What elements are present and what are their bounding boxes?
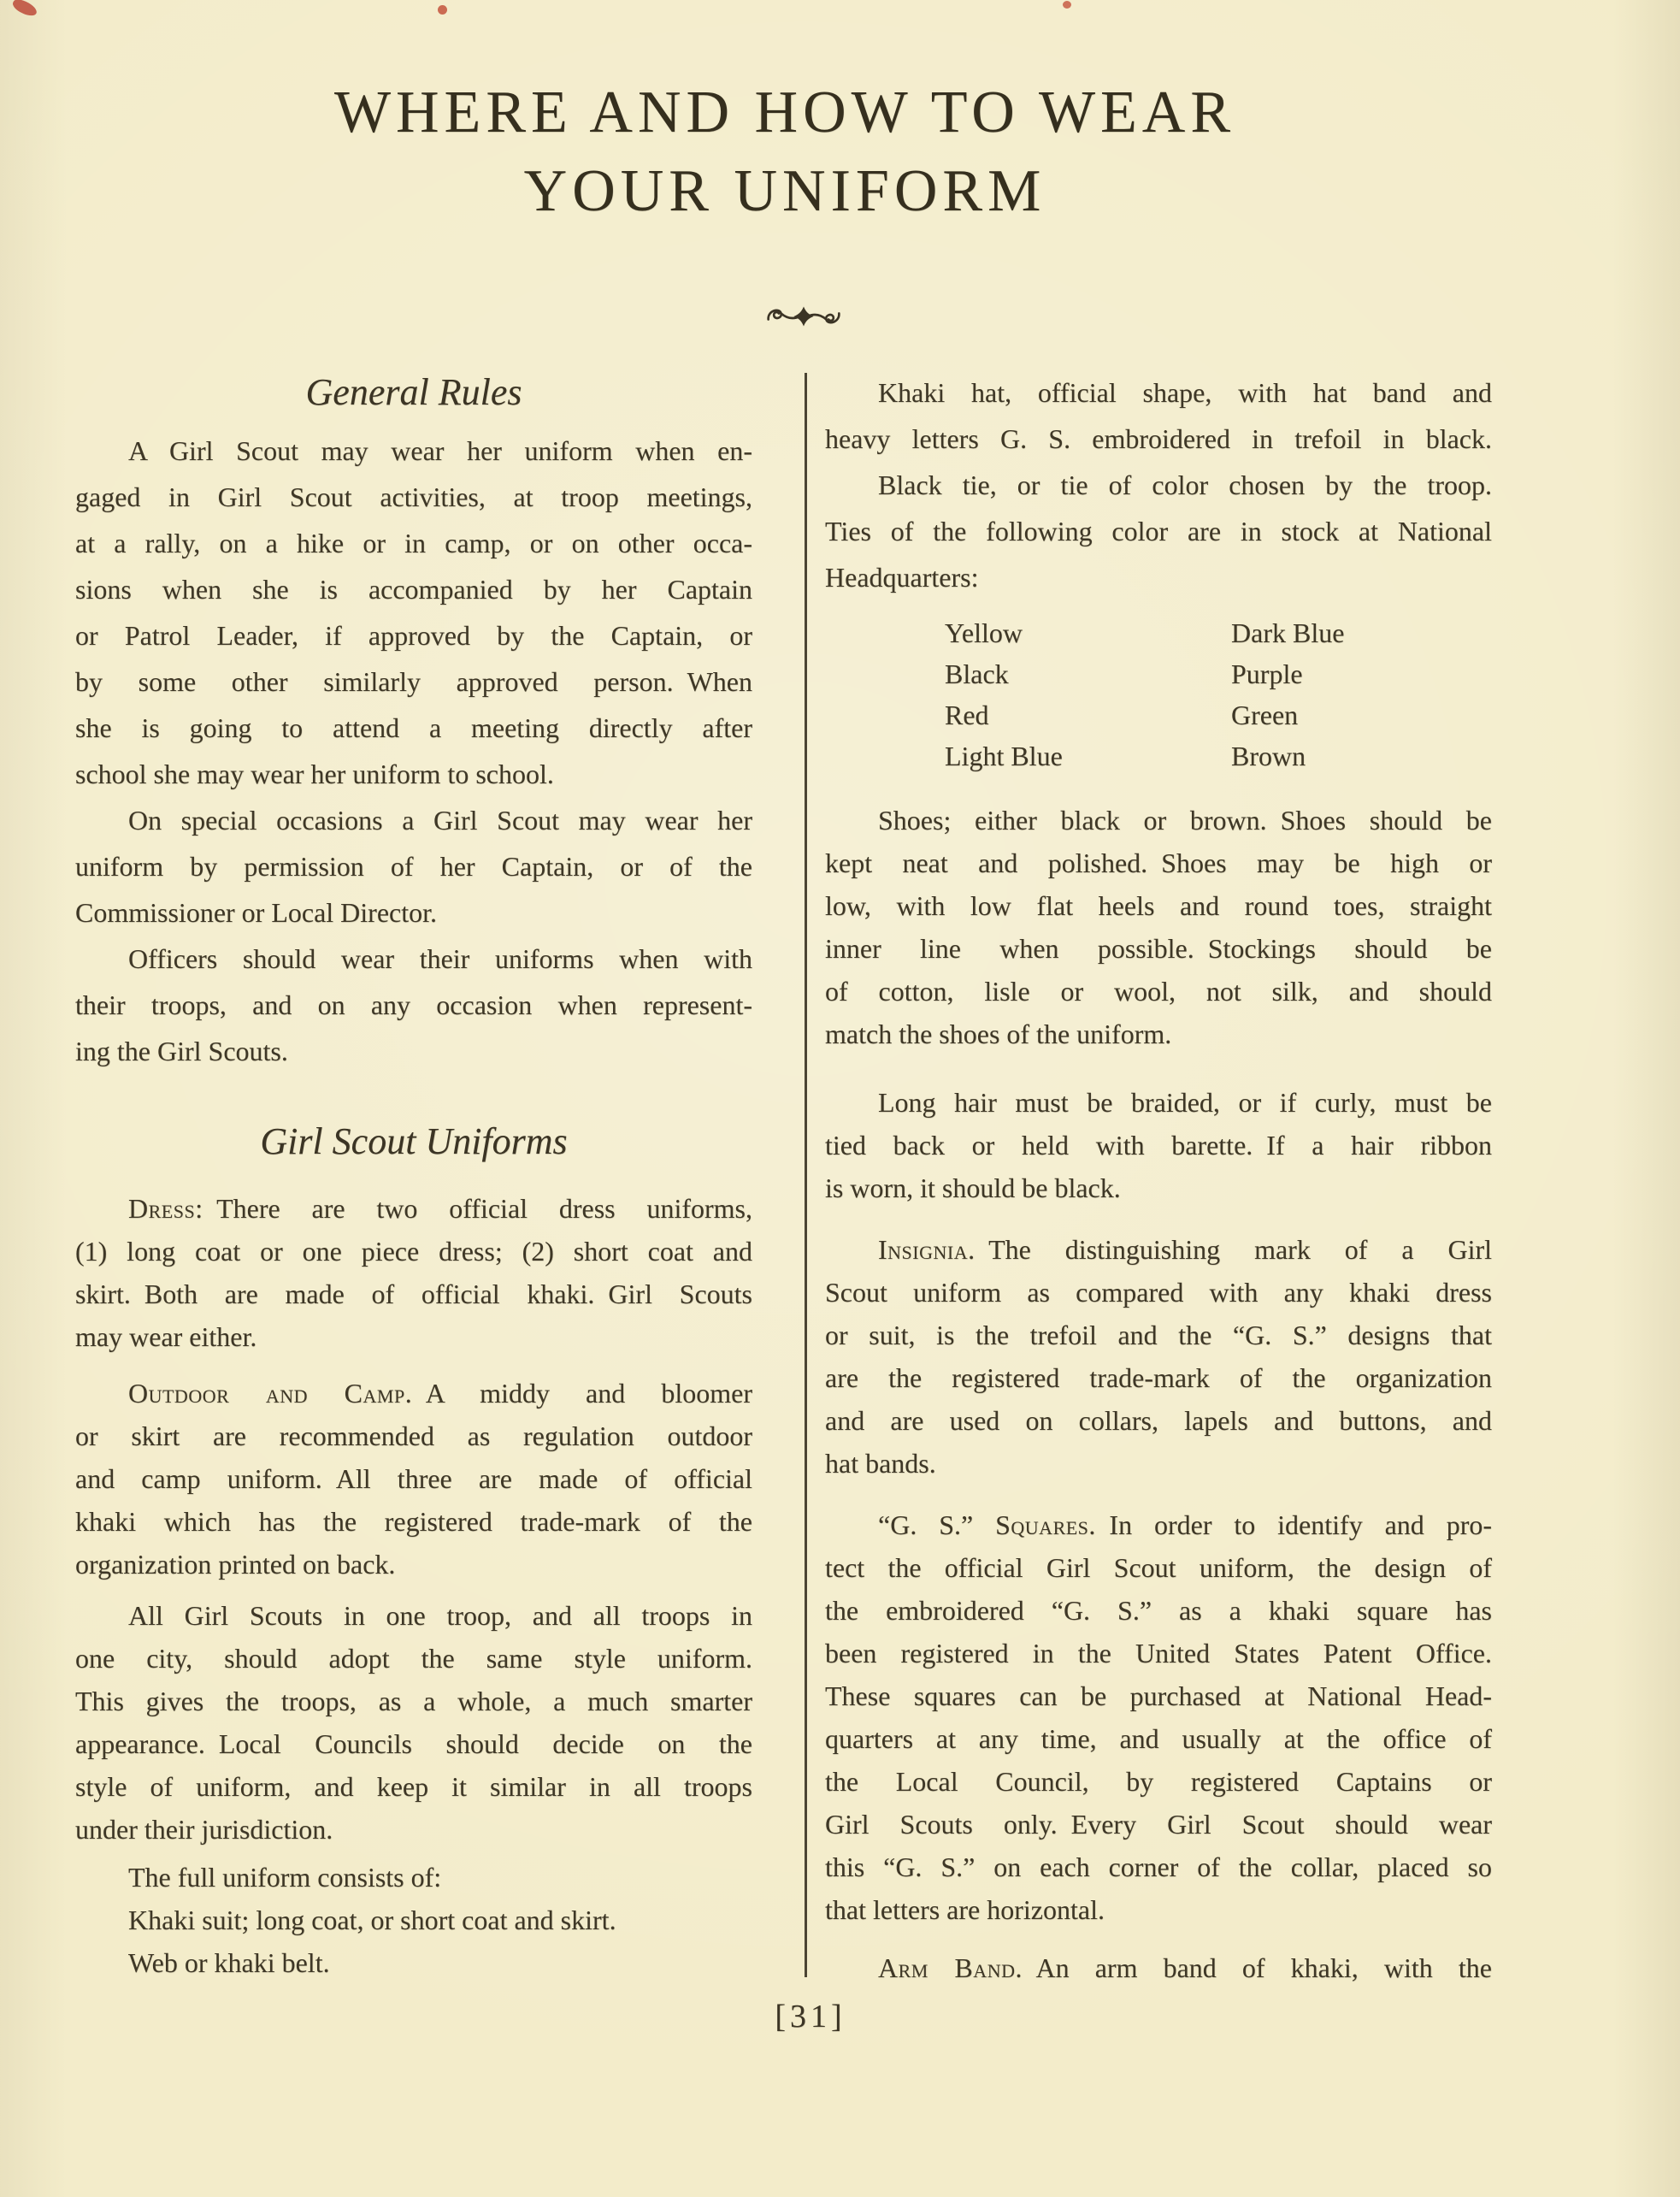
column-divider (805, 373, 807, 1977)
text-line: Commissioner or Local Director. (75, 897, 438, 928)
tie-color-row (945, 694, 1492, 735)
text-line: hat bands. (825, 1448, 936, 1479)
text-line: appearance. Local Councils should decide on the (75, 1728, 752, 1759)
text-line: Shoes; either black or brown. Shoes should be (878, 805, 1492, 836)
text-line: is worn, it should be black. (825, 1172, 1121, 1203)
section-heading: General Rules (305, 371, 522, 413)
scan-artifact (10, 0, 38, 18)
tie-color-row (945, 612, 1492, 653)
text-line: Scout uniform as compared with any khaki dress (825, 1277, 1492, 1308)
text-line: tect the official Girl Scout uniform, the design of (825, 1552, 1492, 1583)
paragraph (75, 428, 752, 797)
text-line: Officers should wear their uniforms when with (128, 943, 752, 974)
text-line: style of uniform, and keep it similar in all troops (75, 1771, 752, 1802)
tie-color-item: Brown (1231, 741, 1306, 771)
text-line: inner line when possible. Stockings should be (825, 933, 1492, 964)
paragraph (825, 799, 1492, 1055)
paragraph (825, 462, 1492, 600)
text-line: The full uniform consists of: (128, 1862, 442, 1893)
tie-color-item: Black (945, 659, 1009, 689)
text-line: Khaki suit; long coat, or short coat and skirt. (128, 1905, 616, 1935)
fleuron-swash-icon (766, 303, 841, 330)
text-line: ing the Girl Scouts. (75, 1036, 288, 1066)
text-line: Insignia. The distinguishing mark of a Girl (878, 1234, 1492, 1265)
page-number: [31] (775, 1999, 846, 2035)
paragraph (75, 1941, 752, 1984)
text-line: under their jurisdiction. (75, 1814, 333, 1845)
text-line: Black tie, or tie of color chosen by the troop. (878, 470, 1492, 500)
paragraph (825, 1503, 1492, 1931)
tie-color-item: Purple (1231, 659, 1303, 689)
text-line: These squares can be purchased at National Head- (825, 1680, 1492, 1711)
text-line: or skirt are recommended as regulation outdoor (75, 1420, 752, 1451)
small-caps-term: Dress (128, 1193, 196, 1224)
paragraph (825, 1228, 1492, 1485)
small-caps-term: Squares (995, 1509, 1089, 1540)
paragraph (825, 1081, 1492, 1209)
tie-color-item: Yellow (945, 617, 1023, 648)
text-line: Long hair must be braided, or if curly, must be (878, 1087, 1492, 1118)
text-line: Khaki hat, official shape, with hat band and (878, 377, 1492, 408)
paragraph (75, 1899, 752, 1941)
text-line: “G. S.” Squares. In order to identify and pro- (878, 1509, 1493, 1540)
text-line: uniform by permission of her Captain, or of the (75, 851, 752, 882)
paragraph (75, 936, 752, 1074)
paragraph (75, 1594, 752, 1851)
left-column (75, 369, 752, 1984)
text-line: the embroidered “G. S.” as a khaki square has (825, 1595, 1492, 1626)
text-line: their troops, and on any occasion when represent- (75, 989, 752, 1020)
text-line: school she may wear her uniform to school. (75, 759, 554, 789)
text-line: Arm Band. An arm band of khaki, with the (878, 1952, 1493, 1983)
text-line: On special occasions a Girl Scout may wear her (128, 805, 752, 836)
small-caps-term: Arm Band (878, 1952, 1016, 1983)
text-line: and are used on collars, lapels and buttons, and (825, 1405, 1492, 1436)
text-line: are the registered trade-mark of the organization (825, 1362, 1492, 1393)
text-line: organization printed on back. (75, 1549, 396, 1580)
paragraph (75, 1856, 752, 1899)
small-caps-term: Outdoor and Camp (128, 1378, 405, 1409)
page-title (0, 74, 1570, 231)
text-line: kept neat and polished. Shoes may be high or (825, 847, 1492, 878)
scan-artifact (1063, 1, 1071, 9)
paragraph (75, 797, 752, 936)
text-line: or suit, is the trefoil and the “G. S.” designs that (825, 1320, 1492, 1350)
tie-color-item: Dark Blue (1231, 617, 1345, 648)
text-line: one city, should adopt the same style uniform. (75, 1643, 752, 1674)
text-line: she is going to attend a meeting directly after (75, 712, 752, 743)
section-heading: Girl Scout Uniforms (260, 1120, 568, 1162)
paragraph (825, 369, 1492, 462)
text-line: and camp uniform. All three are made of official (75, 1463, 752, 1494)
small-caps-term: Insignia (878, 1234, 969, 1265)
text-line: gaged in Girl Scout activities, at troop meetings, (75, 481, 752, 512)
text-line: low, with low flat heels and round toes, straight (825, 890, 1492, 921)
text-line: This gives the troops, as a whole, a much smarter (75, 1686, 752, 1716)
text-line: the Local Council, by registered Captains or (825, 1766, 1492, 1797)
text-line: All Girl Scouts in one troop, and all troops in (128, 1600, 752, 1631)
text-line: may wear either. (75, 1321, 257, 1352)
text-line: that letters are horizontal. (825, 1894, 1105, 1925)
tie-color-row (945, 653, 1492, 694)
text-line: Dress: There are two official dress uniforms, (128, 1193, 752, 1224)
text-line: by some other similarly approved person. When (75, 666, 752, 697)
text-line: quarters at any time, and usually at the office of (825, 1723, 1492, 1754)
tie-color-item: Light Blue (945, 741, 1063, 771)
page-title-line-2: YOUR UNIFORM (523, 158, 1046, 224)
text-line: this “G. S.” on each corner of the collar, placed so (825, 1852, 1492, 1882)
tie-color-item: Green (1231, 700, 1299, 730)
tie-color-item: Red (945, 700, 989, 730)
paragraph (75, 1187, 752, 1358)
text-line: heavy letters G. S. embroidered in trefoil in black. (825, 423, 1492, 454)
text-line: sions when she is accompanied by her Captain (75, 574, 752, 605)
text-line: or Patrol Leader, if approved by the Captain, or (75, 620, 752, 651)
text-line: Web or khaki belt. (128, 1947, 330, 1978)
text-line: A Girl Scout may wear her uniform when en- (128, 435, 752, 466)
paragraph (75, 1372, 752, 1586)
text-line: Ties of the following color are in stock at National (825, 516, 1492, 546)
page-title-line-1: WHERE AND HOW TO WEAR (333, 80, 1236, 145)
text-line: khaki which has the registered trade-mark of the (75, 1506, 752, 1537)
text-line: tied back or held with barette. If a hair ribbon (825, 1130, 1492, 1161)
right-column (825, 369, 1492, 1989)
text-line: Girl Scouts only. Every Girl Scout should wear (825, 1809, 1492, 1840)
scan-artifact (438, 5, 447, 15)
tie-color-row (945, 735, 1492, 777)
text-line: of cotton, lisle or wool, not silk, and should (825, 976, 1492, 1007)
text-line: Headquarters: (825, 562, 979, 593)
paragraph (825, 1946, 1492, 1989)
tie-color-list (825, 612, 1492, 777)
text-line: been registered in the United States Patent Office. (825, 1638, 1492, 1668)
text-line: Outdoor and Camp. A middy and bloomer (128, 1378, 753, 1409)
text-line: match the shoes of the uniform. (825, 1019, 1172, 1049)
text-line: at a rally, on a hike or in camp, or on other occa- (75, 528, 752, 558)
text-line: skirt. Both are made of official khaki. Girl Scouts (75, 1279, 752, 1309)
text-line: (1) long coat or one piece dress; (2) short coat and (75, 1236, 752, 1267)
